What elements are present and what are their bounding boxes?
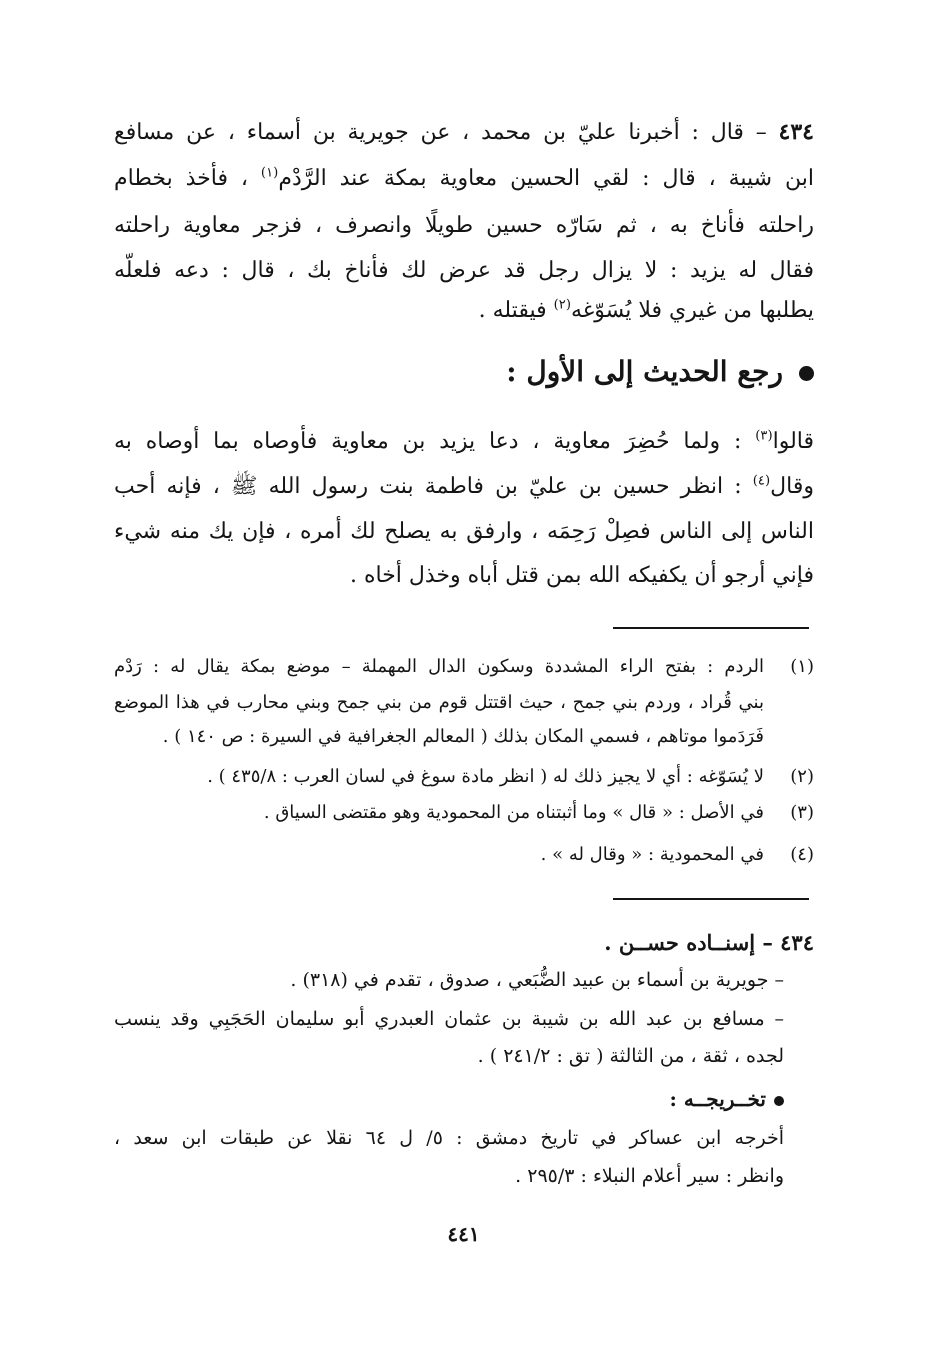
page-number: ٤٤١ bbox=[447, 1222, 480, 1246]
takhrij-line-2: وانظر : سير أعلام النبلاء : ٢٩٥/٣ . bbox=[515, 1165, 784, 1187]
takhrij-heading: تخــريجــه : bbox=[670, 1084, 785, 1114]
isnad-line-2: – مسافع بن عبد الله بن شيبة بن عثمان العبدري أبو سليمان الحَجَبِي وقد ينسب bbox=[114, 1008, 784, 1030]
paragraph-434-line-5: يطلبها من غيري فلا يُسَوّغه$^{(٢)}$ فيقتله . bbox=[478, 297, 814, 323]
paragraph-434-line-3: راحلته فأناخ به ، ثم سَارّه حسين طويلًا وانصرف ، فزجر معاوية راحلته bbox=[114, 213, 814, 238]
narration-number: ٤٣٤ bbox=[778, 119, 814, 145]
footnote-4: في المحمودية : « وقال له » . bbox=[540, 844, 764, 865]
paragraph-434-line-2: ابن شيبة ، قال : لقي الحسين معاوية بمكة عند الرَّدْم$^{(١)}$ ، فأخذ بخطام bbox=[114, 165, 814, 191]
bullet-icon bbox=[799, 366, 814, 381]
footnote-3: في الأصل : « قال » وما أثبتناه من المحمودية وهو مقتضى السياق . bbox=[263, 802, 764, 823]
footnote-4-number: (٤) bbox=[790, 844, 814, 865]
footnote-ref-4[interactable]: (٤) bbox=[752, 473, 771, 489]
footnote-1-number: (١) bbox=[790, 656, 814, 677]
footnote-2-number: (٢) bbox=[790, 766, 814, 787]
isnad-number: ٤٣٤ bbox=[780, 930, 814, 955]
footnote-2: لا يُسَوّغه : أي لا يجيز ذلك له ( انظر مادة سوغ في لسان العرب : ٤٣٥/٨ ) . bbox=[207, 766, 764, 787]
section-heading: رجع الحديث إلى الأول : bbox=[506, 352, 814, 392]
footnote-separator bbox=[613, 627, 809, 629]
bullet-icon bbox=[774, 1096, 784, 1106]
paragraph-2-line-3: الناس إلى الناس فصِلْ رَحِمَه ، وارفق به يصلح لك أمره ، فإن يك منه شيء bbox=[114, 519, 814, 544]
footnote-ref-3[interactable]: (٣) bbox=[755, 428, 773, 444]
isnad-line-1: – جويرية بن أسماء بن عبيد الضُّبَعي ، صدوق ، تقدم في (٣١٨) . bbox=[290, 969, 784, 991]
paragraph-434-line-1: ٤٣٤ – قال : أخبرنا عليّ بن محمد ، عن جويرية بن أسماء ، عن مسافع bbox=[114, 119, 814, 145]
paragraph-2-line-4: فإني أرجو أن يكفيكه الله بمن قتل أباه وخذل أخاه . bbox=[349, 563, 814, 588]
takhrij-line-1: أخرجه ابن عساكر في تاريخ دمشق : ٥/ ل ٦٤ نقلا عن طبقات ابن سعد ، bbox=[114, 1127, 784, 1149]
paragraph-2-line-1: قالوا$^{(٣)}$ : ولما حُضِرَ معاوية ، دعا يزيد بن معاوية فأوصاه بما أوصاه به bbox=[114, 428, 814, 454]
footnote-1-line-1: الردم : بفتح الراء المشددة وسكون الدال المهملة – موضع بمكة يقال له : رَدْم bbox=[114, 656, 764, 677]
isnad-heading: ٤٣٤ – إسنــاده حســن . bbox=[604, 930, 814, 955]
footnote-3-number: (٣) bbox=[790, 802, 814, 823]
footnote-ref-1[interactable]: (١) bbox=[260, 165, 279, 181]
commentary-separator bbox=[613, 898, 809, 900]
paragraph-434-line-4: فقال له يزيد : لا يزال رجل قد عرض لك فأناخ بك ، قال : دعه فلعلّه bbox=[114, 258, 814, 283]
footnote-1-line-2: بني قُراد ، وردم بني جمح ، حيث اقتتل قوم من بني جمح وبني محارب في هذا الموضع bbox=[114, 692, 764, 713]
footnote-ref-2[interactable]: (٢) bbox=[553, 297, 571, 313]
paragraph-2-line-2: وقال$^{(٤)}$ : انظر حسين بن عليّ بن فاطمة بنت رسول الله ﷺ ، فإنه أحب bbox=[114, 473, 814, 499]
footnote-1-line-3: فَرَدَموا موتاهم ، فسمي المكان بذلك ( المعالم الجغرافية في السيرة : ص ١٤٠ ) . bbox=[162, 726, 764, 747]
isnad-line-3: لجده ، ثقة ، من الثالثة ( تق : ٢٤١/٢ ) . bbox=[477, 1045, 784, 1067]
